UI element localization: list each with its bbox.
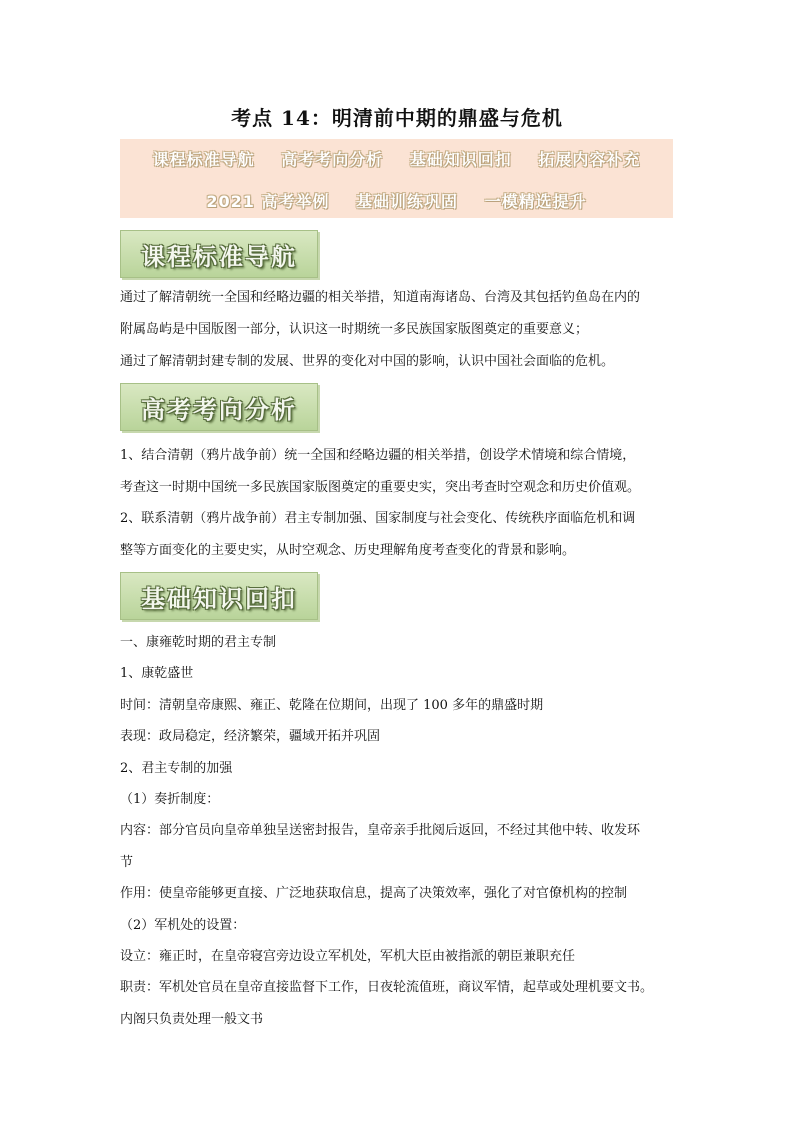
nav-item-exam-analysis: 高考考向分析 [281, 150, 384, 169]
paragraph-line: 通过了解清朝统一全国和经略边疆的相关举措，知道南海诸岛、台湾及其包括钓鱼岛在内的 [120, 290, 641, 305]
navigation-row-1 [120, 147, 673, 170]
paragraph-line: 表现：政局稳定，经济繁荣，疆域开拓并巩固 [120, 729, 381, 744]
section-heading-text: 课程标准导航 [141, 242, 297, 271]
page-title: 考点 14：明清前中期的鼎盛与危机 [231, 106, 563, 130]
nav-item-basics-review: 基础知识回扣 [409, 150, 512, 169]
paragraph-line: 考查这一时期中国统一多民族国家版图奠定的重要史实，突出考查时空观念和历史价值观。 [120, 480, 641, 495]
paragraph-line: 1、康乾盛世 [120, 666, 194, 681]
paragraph-line: 整等方面变化的主要史实，从时空观念、历史理解角度考查变化的背景和影响。 [120, 543, 576, 558]
paragraph-line: 内阁只负责处理一般文书 [120, 1012, 264, 1027]
paragraph-line: 通过了解清朝封建专制的发展、世界的变化对中国的影响，认识中国社会面临的危机。 [120, 354, 615, 369]
paragraph-line: 1、结合清朝（鸦片战争前）统一全国和经略边疆的相关举措，创设学术情境和综合情境， [120, 448, 636, 463]
nav-item-exam-examples: 2021 高考举例 [206, 192, 330, 211]
navigation-row-2 [120, 189, 673, 212]
section-heading-text: 高考考向分析 [141, 395, 297, 424]
paragraph-line: 附属岛屿是中国版图一部分，认识这一时期统一多民族国家版图奠定的重要意义； [120, 322, 589, 337]
paragraph-line: 节 [120, 855, 134, 870]
paragraph-line: （1）奏折制度： [120, 792, 220, 807]
section-heading-curriculum [120, 230, 318, 278]
paragraph-line: 内容：部分官员向皇帝单独呈送密封报告，皇帝亲手批阅后返回，不经过其他中转、收发环 [120, 823, 641, 838]
paragraph-line: （2）军机处的设置： [120, 918, 246, 933]
paragraph-line: 职责：军机处官员在皇帝直接监督下工作，日夜轮流值班，商议军情，起草或处理机要文书。 [120, 980, 654, 995]
navigation-banner [120, 139, 673, 218]
paragraph-line: 设立：雍正时，在皇帝寝宫旁边设立军机处，军机大臣由被指派的朝臣兼职充任 [120, 949, 576, 964]
nav-item-mock-selection: 一模精选提升 [484, 192, 587, 211]
section-heading-exam [120, 383, 318, 431]
paragraph-line: 2、联系清朝（鸦片战争前）君主专制加强、国家制度与社会变化、传统秩序面临危机和调 [120, 511, 636, 526]
nav-item-training: 基础训练巩固 [356, 192, 459, 211]
paragraph-line: 作用：使皇帝能够更直接、广泛地获取信息，提高了决策效率，强化了对官僚机构的控制 [120, 886, 628, 901]
paragraph-line: 一、康雍乾时期的君主专制 [120, 635, 277, 650]
paragraph-line: 时间：清朝皇帝康熙、雍正、乾隆在位期间，出现了 100 多年的鼎盛时期 [120, 698, 544, 713]
nav-item-curriculum: 课程标准导航 [152, 150, 255, 169]
paragraph-line: 2、君主专制的加强 [120, 761, 233, 776]
section-heading-text: 基础知识回扣 [141, 584, 297, 613]
nav-item-extension: 拓展内容补充 [538, 150, 641, 169]
section-heading-basics [120, 572, 318, 620]
